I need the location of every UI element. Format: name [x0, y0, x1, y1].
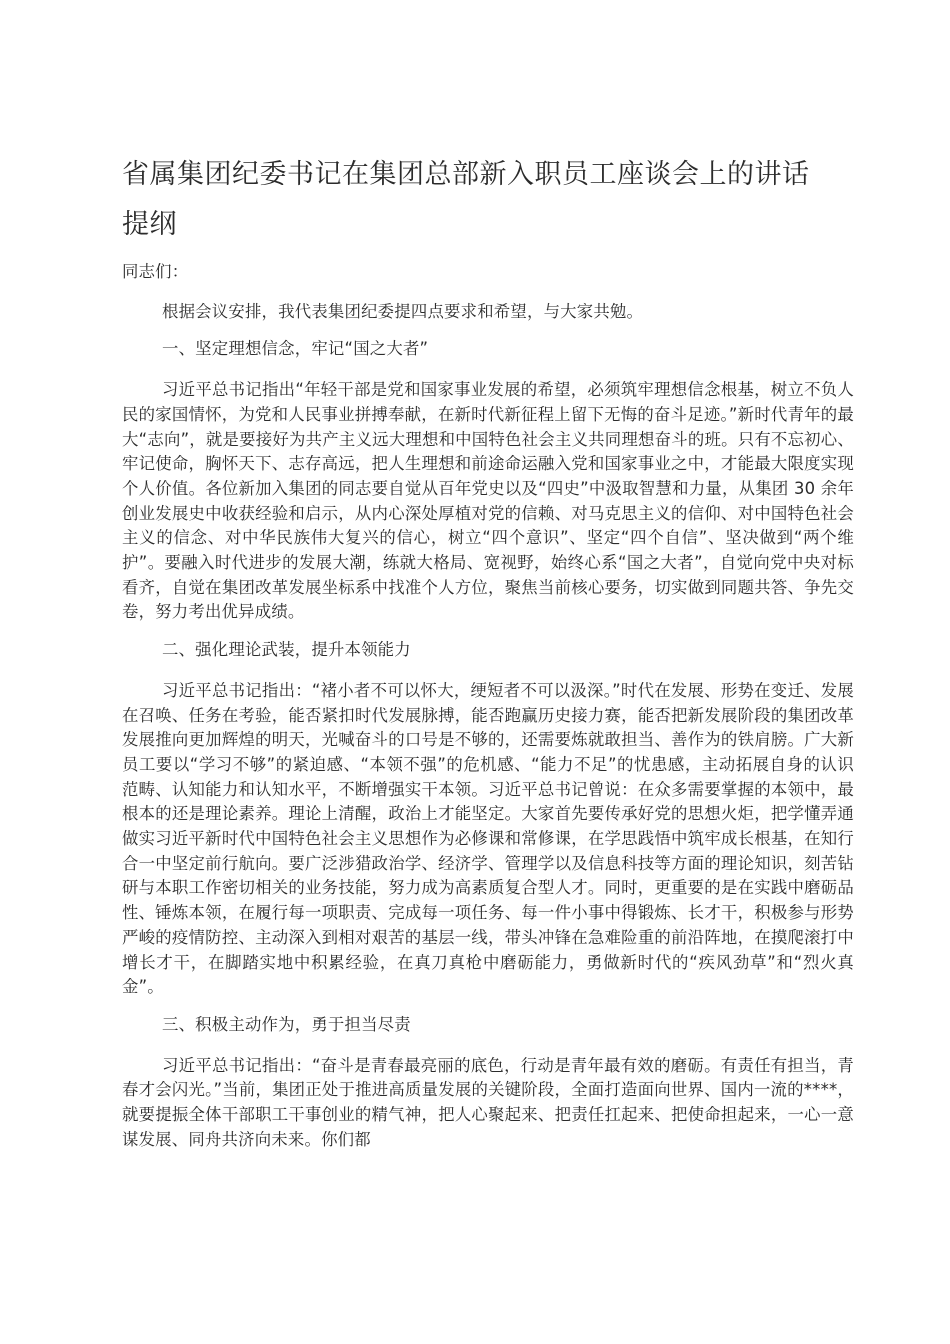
section-heading-1: 一、坚定理想信念，牢记“国之大者” [162, 339, 429, 359]
section-body-2: 习近平总书记指出：“褚小者不可以怀大，绠短者不可以汲深。”时代在发展、形势在变迁、发展在召唤、任务在考验，能否紧扣时代发展脉搏，能否跑赢历史接力赛，能否把新发展阶段的集团改革发展推向更加辉煌的明天，光喊奋斗的口号是不够的，还需要炼就敢担当、善作为的铁肩膀。广大新员工要以“学习不够”的紧迫感、“本领不强”的危机感、“能力不足”的忧患感，主动拓展自身的认识范畴、认知能力和认知水平，不断增强实干本领。习近平总书记曾说：在众多需要掌握的本领中，最根本的还是理论素养。理论上清醒，政治上才能坚定。大家首先要传承好党的思想火炬，把学懂弄通做实习近平新时代中国特色社会主义思想作为必修课和常修课，在学思践悟中筑牢成长根基，在知行合一中坚定前行航向。要广泛涉猎政治学、经济学、管理学以及信息科技等方面的理论知识，刻苦钻研与本职工作密切相关的业务技能，努力成为高素质复合型人才。同时，更重要的是在实践中磨砺品性、锤炼本领，在履行每一项职责、完成每一项任务、每一件小事中得锻炼、长才干，积极参与形势严峻的疫情防控、主动深入到相对艰苦的基层一线，带头冲锋在急难险重的前沿阵地，在摸爬滚打中增长才干，在脚踏实地中积累经验，在真刀真枪中磨砺能力，勇做新时代的“疾风劲草”和“烈火真金”。 [122, 680, 854, 997]
intro-paragraph: 根据会议安排，我代表集团纪委提四点要求和希望，与大家共勉。 [162, 301, 644, 321]
document-body [122, 260, 854, 1166]
section-heading-3: 三、积极主动作为，勇于担当尽责 [162, 1014, 411, 1034]
section-body-3: 习近平总书记指出：“奋斗是青春最亮丽的底色，行动是青年最有效的磨砺。有责任有担当，青春才会闪光。”当前，集团正处于推进高质量发展的关键阶段，全面打造面向世界、国内一流的****，就要提振全体干部职工干事创业的精气神，把人心聚起来、把责任扛起来、把使命担起来，一心一意谋发展、同舟共济向未来。你们都 [122, 1055, 854, 1149]
document-title: 省属集团纪委书记在集团总部新入职员工座谈会上的讲话提纲 [122, 159, 810, 240]
section-body-1: 习近平总书记指出“年轻干部是党和国家事业发展的希望，必须筑牢理想信念根基，树立不负人民的家国情怀，为党和人民事业拼搏奉献，在新时代新征程上留下无悔的奋斗足迹。”新时代青年的最大“志向”，就是要接好为共产主义远大理想和中国特色社会主义共同理想奋斗的班。只有不忘初心、牢记使命，胸怀天下、志存高远，把人生理想和前途命运融入党和国家事业之中，才能最大限度实现个人价值。各位新加入集团的同志要自觉从百年党史以及“四史”中汲取智慧和力量，从集团 30 余年创业发展史中收获经验和启示，从内心深处厚植对党的信赖、对马克思主义的信仰、对中国特色社会主义的信念、对中华民族伟大复兴的信心，树立“四个意识”、坚定“四个自信”、坚决做到“两个维护”。要融入时代进步的发展大潮，练就大格局、宽视野，始终心系“国之大者”，自觉向党中央对标看齐，自觉在集团改革发展坐标系中找准个人方位，聚焦当前核心要务，切实做到同题共答、争先交卷，努力考出优异成绩。 [122, 380, 854, 622]
salutation: 同志们： [122, 262, 189, 281]
section-heading-2: 二、强化理论武装，提升本领能力 [162, 640, 411, 660]
